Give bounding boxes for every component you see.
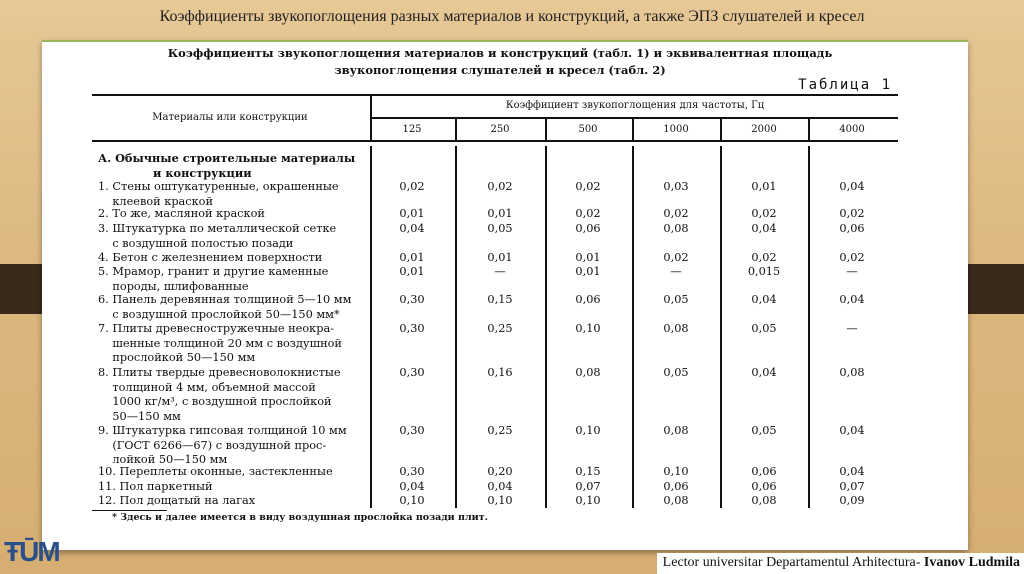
- coefficient-250: 0,04: [487, 480, 513, 493]
- table-caption-line2: звукопоглощения слушателей и кресел (табл. 2): [334, 63, 666, 77]
- coefficient-125: 0,04: [399, 222, 425, 235]
- coefficient-250: 0,15: [487, 293, 513, 306]
- footnote: * Здесь и далее имеется в виду воздушная прослойка позади плит.: [112, 512, 488, 523]
- header-freq-500: 500: [578, 124, 598, 135]
- header-freq-4000: 4000: [839, 124, 865, 135]
- material-name: 7. Плиты древесностружечные неокра- шенные толщиной 20 мм с воздушной прослойкой 50—150 мм: [98, 322, 342, 364]
- coefficient-2000: 0,05: [751, 424, 777, 437]
- coefficient-2000: 0,015: [747, 265, 781, 278]
- header-column-divider: [455, 117, 457, 140]
- column-divider: [545, 146, 547, 508]
- header-column-divider: [808, 117, 810, 140]
- coefficient-1000: 0,08: [663, 222, 689, 235]
- coefficient-1000: 0,06: [663, 480, 689, 493]
- coefficient-4000: —: [846, 322, 858, 335]
- coefficient-2000: 0,04: [751, 293, 777, 306]
- header-column-divider: [632, 117, 634, 140]
- coefficient-125: 0,02: [399, 180, 425, 193]
- header-column-divider: [545, 117, 547, 140]
- material-name: 5. Мрамор, гранит и другие каменные породы, шлифованные: [98, 265, 329, 293]
- coefficient-4000: 0,06: [839, 222, 865, 235]
- coefficient-2000: 0,05: [751, 322, 777, 335]
- coefficient-500: 0,01: [575, 265, 601, 278]
- coefficient-4000: 0,07: [839, 480, 865, 493]
- header-freq-250: 250: [490, 124, 510, 135]
- column-divider: [455, 146, 457, 508]
- material-name: 1. Стены оштукатуренные, окрашенные клеевой краской: [98, 180, 339, 208]
- coefficient-4000: 0,04: [839, 465, 865, 478]
- top-rule: [92, 94, 898, 96]
- coefficient-250: 0,02: [487, 180, 513, 193]
- coefficient-250: —: [494, 265, 506, 278]
- coefficient-2000: 0,06: [751, 465, 777, 478]
- coefficient-4000: 0,04: [839, 424, 865, 437]
- material-name: 3. Штукатурка по металлической сетке с воздушной полостью позади: [98, 222, 337, 250]
- coefficient-4000: 0,04: [839, 293, 865, 306]
- coefficient-125: 0,30: [399, 293, 425, 306]
- coefficient-125: 0,04: [399, 480, 425, 493]
- coefficient-125: 0,10: [399, 494, 425, 507]
- material-name: 8. Плиты твердые древесноволокнистые толщиной 4 мм, объемной массой 1000 кг/м³, с воздушной прослойкой 50—150 мм: [98, 366, 341, 423]
- coefficient-500: 0,06: [575, 222, 601, 235]
- header-split-rule: [370, 117, 898, 119]
- material-name: 2. То же, масляной краской: [98, 207, 265, 220]
- material-name: 11. Пол паркетный: [98, 480, 213, 493]
- credit-name: Ivanov Ludmila: [923, 555, 1020, 570]
- coefficient-500: 0,10: [575, 494, 601, 507]
- material-name: 12. Пол дощатый на лагах: [98, 494, 256, 507]
- coefficient-1000: 0,03: [663, 180, 689, 193]
- coefficient-2000: 0,08: [751, 494, 777, 507]
- author-credit: [657, 553, 1024, 574]
- coefficient-250: 0,10: [487, 494, 513, 507]
- coefficient-250: 0,01: [487, 251, 513, 264]
- column-divider: [808, 146, 810, 508]
- coefficient-2000: 0,04: [751, 366, 777, 379]
- coefficient-2000: 0,02: [751, 207, 777, 220]
- coefficient-500: 0,01: [575, 251, 601, 264]
- coefficient-500: 0,02: [575, 207, 601, 220]
- material-name: 6. Панель деревянная толщиной 5—10 мм с воздушной прослойкой 50—150 мм*: [98, 293, 352, 321]
- coefficient-500: 0,06: [575, 293, 601, 306]
- coefficient-125: 0,30: [399, 465, 425, 478]
- coefficient-125: 0,01: [399, 265, 425, 278]
- header-column-divider: [370, 96, 372, 140]
- header-freq-125: 125: [402, 124, 422, 135]
- coefficient-500: 0,08: [575, 366, 601, 379]
- column-divider: [632, 146, 634, 508]
- coefficient-2000: 0,01: [751, 180, 777, 193]
- coefficient-125: 0,30: [399, 322, 425, 335]
- table-number: Таблица 1: [798, 77, 892, 93]
- coefficient-4000: 0,04: [839, 180, 865, 193]
- coefficient-4000: —: [846, 265, 858, 278]
- footnote-rule: [92, 510, 167, 511]
- coefficient-1000: 0,05: [663, 366, 689, 379]
- scanned-table: Коэффициенты звукопоглощения материалов и конструкций (табл. 1) и эквивалентная площадь звукопоглощения слушателей и кресел (табл. 2) Таблица 1 Материалы или конструкции Коэффициент звукопоглощения для частоты, Гц 125 250 500 1000 2000 4000 А. Обычные строительные материалы и конструкции 1. Стены оштукатуренные, окрашенные клеевой краской 0,02 0,02 0,02 0,03 0,01 0,04 2. То же, масляной краской 0,01 0,01 0,02 0,02 0,02 0,02 3. Штукатурка по металлической сетке с воздушной полостью позади 0,04 0,05 0,06 0,08 0,04 0,06 4. Бетон с железнением поверхности 0,01 0,01 0,01 0,02 0,02 0,02 5. Мрамор, гранит и другие каменные породы, шлифованные 0,01 — 0,01 — 0,015 — 6. Панель деревянная толщиной 5—10 мм с воздушной прослойкой 50—150 мм* 0,30 0,15 0,06 0,05 0,04 0,04 7. Плиты древесностружечные неокра- шенные толщиной 20 мм с воздушной прослойкой 50—150 мм 0,30 0,25 0,10 0,08 0,05 — 8. Плиты твердые древесноволокнистые толщиной 4 мм, объемной массой 1000 кг/м³, с воздушной прослойкой 50—150 мм 0,30 0,16 0,08 0,05 0,04 0,08 9. Штукатурка гипсовая толщиной 10 мм (ГОСТ 6266—67) с воздушной прос- лойкой 50—150 мм 0,30 0,25 0,10 0,08 0,05 0,04 10. Переплеты оконные, застекленные 0,30 0,20 0,15 0,10 0,06 0,04 11. Пол паркетный 0,04 0,04 0,07 0,06 0,06 0,07 12. Пол дощатый на лагах 0,10 0,10 0,10 0,08 0,08 0,09 * Здесь и далее имеется в виду воздушная прослойка позади плит.: [0, 0, 1024, 574]
- coefficient-2000: 0,06: [751, 480, 777, 493]
- coefficient-1000: 0,02: [663, 207, 689, 220]
- coefficient-250: 0,01: [487, 207, 513, 220]
- coefficient-125: 0,01: [399, 251, 425, 264]
- column-divider: [720, 146, 722, 508]
- coefficient-500: 0,10: [575, 322, 601, 335]
- coefficient-4000: 0,09: [839, 494, 865, 507]
- coefficient-1000: 0,10: [663, 465, 689, 478]
- coefficient-250: 0,25: [487, 322, 513, 335]
- coefficient-250: 0,16: [487, 366, 513, 379]
- coefficient-4000: 0,02: [839, 207, 865, 220]
- coefficient-500: 0,02: [575, 180, 601, 193]
- coefficient-1000: —: [670, 265, 682, 278]
- header-materials: Материалы или конструкции: [152, 112, 308, 123]
- coefficient-2000: 0,02: [751, 251, 777, 264]
- header-bottom-rule: [92, 140, 898, 142]
- coefficient-4000: 0,08: [839, 366, 865, 379]
- coefficient-250: 0,05: [487, 222, 513, 235]
- utm-logo: ŦŪM: [4, 536, 59, 567]
- coefficient-500: 0,07: [575, 480, 601, 493]
- coefficient-125: 0,30: [399, 424, 425, 437]
- coefficient-250: 0,20: [487, 465, 513, 478]
- material-name: 4. Бетон с железнением поверхности: [98, 251, 323, 264]
- coefficient-1000: 0,05: [663, 293, 689, 306]
- header-freq-1000: 1000: [663, 124, 689, 135]
- coefficient-500: 0,15: [575, 465, 601, 478]
- header-frequency-group: Коэффициент звукопоглощения для частоты, Гц: [505, 100, 765, 111]
- coefficient-1000: 0,08: [663, 424, 689, 437]
- coefficient-125: 0,01: [399, 207, 425, 220]
- coefficient-1000: 0,08: [663, 322, 689, 335]
- header-freq-2000: 2000: [751, 124, 777, 135]
- coefficient-4000: 0,02: [839, 251, 865, 264]
- table-caption-line1: Коэффициенты звукопоглощения материалов и конструкций (табл. 1) и эквивалентная площадь: [167, 46, 833, 60]
- header-column-divider: [720, 117, 722, 140]
- slide-title: Коэффициенты звукопоглощения разных материалов и конструкций, а также ЭПЗ слушателей и кресел: [159, 8, 865, 25]
- material-name: 10. Переплеты оконные, застекленные: [98, 465, 333, 478]
- coefficient-2000: 0,04: [751, 222, 777, 235]
- coefficient-1000: 0,02: [663, 251, 689, 264]
- coefficient-1000: 0,08: [663, 494, 689, 507]
- material-name: 9. Штукатурка гипсовая толщиной 10 мм (ГОСТ 6266—67) с воздушной прос- лойкой 50—150 мм: [98, 424, 347, 466]
- coefficient-500: 0,10: [575, 424, 601, 437]
- coefficient-250: 0,25: [487, 424, 513, 437]
- credit-prefix: Lector universitar Departamentul Arhitectura-: [662, 555, 921, 570]
- coefficient-125: 0,30: [399, 366, 425, 379]
